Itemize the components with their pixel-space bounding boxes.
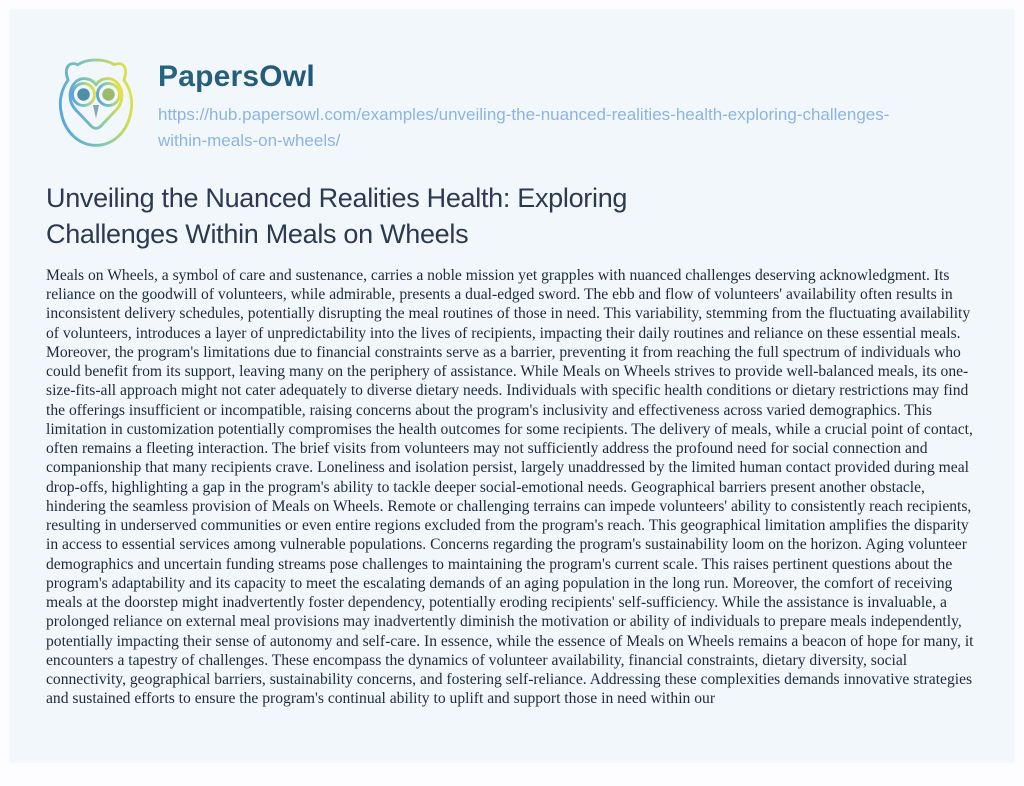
owl-left-eye (77, 88, 89, 100)
essay-body-text: Meals on Wheels, a symbol of care and sustenance, carries a noble mission yet grapples with nuanced challenges deserving acknowledgment. Its reliance on the goodwill of volunteers, while admirable, presents a dual-edged sword. The ebb and flow of volunteers' availability often results in inconsistent delivery schedules, potentially disrupting the meal routines of those in need. This variability, stemming from the fluctuating availability of volunteers, introduces a layer of unpredictability into the lives of recipients, impacting their daily routines and reliance on these essential meals. Moreover, the program's limitations due to financial constraints serve as a barrier, preventing it from reaching the full spectrum of individuals who could benefit from its support, leaving many on the periphery of assistance. While Meals on Wheels strives to provide well-balanced meals, its one-size-fits-all approach might not cater adequately to diverse dietary needs. Individuals with specific health conditions or dietary restrictions may find the offerings insufficient or incompatible, raising concerns about the program's inclusivity and effectiveness across varied demographics. This limitation in customization potentially compromises the health outcomes for some recipients. The delivery of meals, while a crucial point of contact, often remains a fleeting interaction. The brief visits from volunteers may not sufficiently address the profound need for social connection and companionship that many recipients crave. Loneliness and isolation persist, largely unaddressed by the limited human contact provided during meal drop-offs, highlighting a gap in the program's ability to tackle deeper social-emotional needs. Geographical barriers present another obstacle, hindering the seamless provision of Meals on Wheels. Remote or challenging terrains can impede volunteers' ability to consistently reach recipients, resulting in underserved communities or even entire regions excluded from the program's reach. This geographical limitation amplifies the disparity in access to essential services among vulnerable populations. Concerns regarding the program's sustainability loom on the horizon. Aging volunteer demographics and uncertain funding streams pose challenges to maintaining the program's current scale. This raises pertinent questions about the program's adaptability and its capacity to meet the escalating demands of an aging population in the long run. Moreover, the comfort of receiving meals at the doorstep might inadvertently foster dependency, potentially eroding recipients' self-sufficiency. While the assistance is invaluable, a prolonged reliance on external meal provisions may inadvertently diminish the motivation or ability of individuals to prepare meals independently, potentially impacting their sense of autonomy and self-care. In essence, while the essence of Meals on Wheels remains a beacon of hope for many, it encounters a tapestry of challenges. These encompass the dynamics of volunteer availability, financial constraints, dietary diversity, social connectivity, geographical barriers, sustainability concerns, and fostering self-reliance. Addressing these complexities demands innovative strategies and sustained efforts to ensure the program's continual ability to uplift and support those in need within our (46, 266, 974, 708)
owl-icon (48, 54, 144, 158)
page-title: Unveiling the Nuanced Realities Health: Exploring Challenges Within Meals on Wheels (46, 183, 628, 249)
owl-beak (93, 105, 99, 118)
brand-name: PapersOwl (158, 60, 890, 95)
brand-block (158, 54, 890, 154)
source-url-link[interactable]: https://hub.papersowl.com/examples/unveiling-the-nuanced-realities-health-exploring-challenges-within-meals-on-wheels/ (158, 104, 890, 150)
header (10, 10, 1014, 158)
document-card (10, 10, 1014, 762)
papersowl-logo (48, 54, 144, 158)
owl-right-eye (102, 88, 114, 100)
